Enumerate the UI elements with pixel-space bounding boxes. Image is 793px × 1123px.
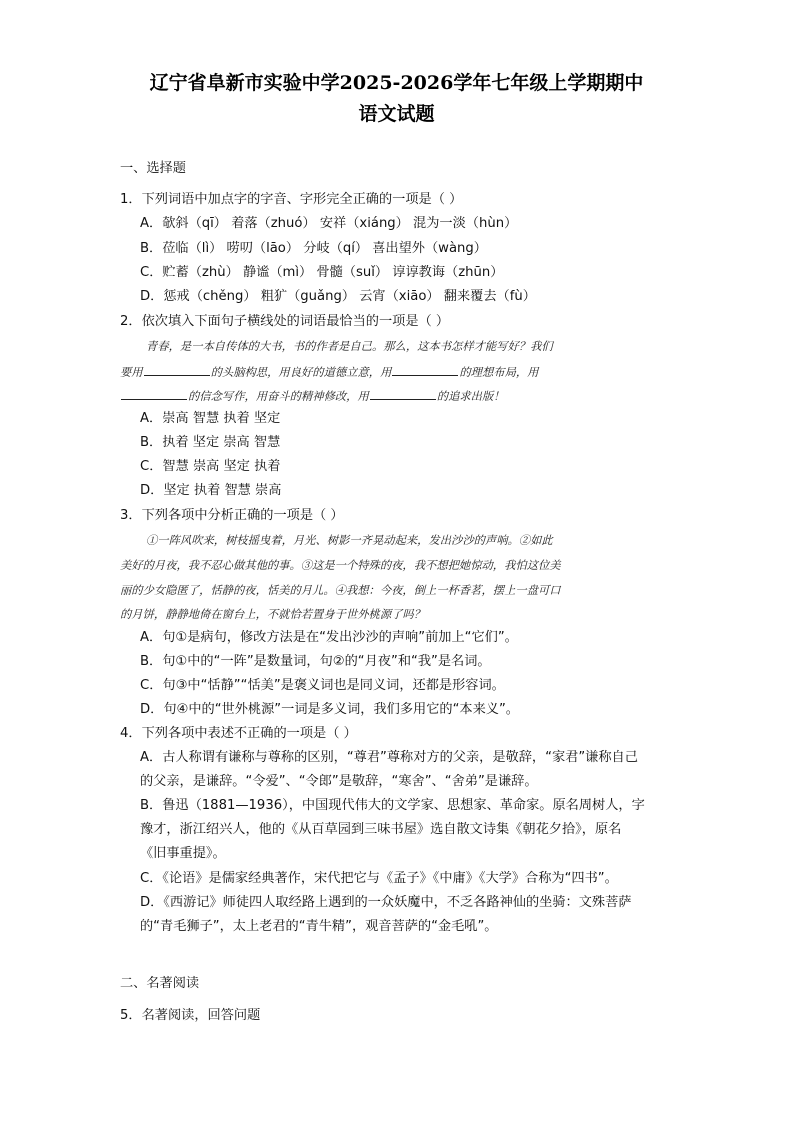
question-3-passage-line2: 美好的月夜，我不忍心做其他的事。③这是一个特殊的夜，我不想把她惊动，我怕这位美 [120, 559, 561, 572]
document-title-line2: 语文试题 [358, 103, 435, 125]
question-3-passage-line3: 丽的少女隐匿了，恬静的夜，恬美的月儿。④我想：今夜，倒上一杯香茗，摆上一盘可口 [120, 584, 561, 597]
question-2-option-c: C．智慧 崇高 坚定 执着 [140, 459, 281, 474]
question-1-option-a: A．欹斜（qī） 着落（zhuó） 安祥（xiáng） 混为一淡（hùn） [140, 216, 518, 231]
question-1-stem: 1．下列词语中加点字的字音、字形完全正确的一项是（ ） [120, 192, 463, 207]
question-2-stem: 2．依次填入下面句子横线处的词语最恰当的一项是（ ） [120, 314, 450, 329]
fill-blank-3 [121, 387, 187, 400]
fill-blank-1 [144, 363, 210, 376]
passage-text: 的信念写作，用奋斗的精神修改，用 [188, 390, 369, 403]
question-1-option-d: D．惩戒（chěng） 粗犷（guǎng） 云宵（xiāo） 翻来覆去（fù） [140, 289, 536, 304]
question-3-option-b: B．句①中的“一阵”是数量词，句②的“月夜”和“我”是名词。 [140, 654, 491, 669]
question-4-option-b-line1: B．鲁迅（1881—1936），中国现代伟大的文学家、思想家、革命家。原名周树人，字 [140, 798, 645, 813]
fill-blank-4 [370, 387, 436, 400]
question-4-option-d-line2: 的“青毛狮子”，太上老君的“青牛精”，观音菩萨的“金毛吼”。 [140, 919, 498, 934]
question-4-option-c: C．《论语》是儒家经典著作，宋代把它与《孟子》《中庸》《大学》合称为“四书”。 [140, 871, 618, 886]
question-3-option-d: D．句④中的“世外桃源”一词是多义词，我们多用它的“本来义”。 [140, 702, 519, 717]
question-2-option-d: D．坚定 执着 智慧 崇高 [140, 483, 282, 498]
passage-text: 的追求出版！ [436, 390, 505, 403]
question-4-option-a-line2: 的父亲，是谦辞。“令爱”、“令郎”是敬辞，“寒舍”、“舍弟”是谦辞。 [140, 774, 538, 789]
passage-text: 的理想布局，用 [459, 366, 539, 379]
section-heading-reading: 二、名著阅读 [120, 976, 200, 991]
passage-text: 要用 [120, 366, 143, 379]
question-2-option-b: B．执着 坚定 崇高 智慧 [140, 435, 281, 450]
question-3-stem: 3．下列各项中分析正确的一项是（ ） [120, 508, 344, 523]
question-4-option-b-line2: 豫才，浙江绍兴人，他的《从百草园到三味书屋》选自散文诗集《朝花夕拾》，原名 [140, 822, 622, 837]
passage-text: 的头脑构思，用良好的道德立意，用 [210, 366, 392, 379]
question-2-option-a: A．崇高 智慧 执着 坚定 [140, 411, 281, 426]
question-4-option-d-line1: D．《西游记》师徒四人取经路上遇到的一众妖魔中，不乏各路神仙的坐骑：文殊菩萨 [140, 895, 632, 910]
question-1-option-c: C．贮蓄（zhù） 静谧（mì） 骨髓（suǐ） 谆谆教诲（zhūn） [140, 265, 504, 280]
question-2-passage-line1: 青春，是一本自传体的大书，书的作者是自己。那么，这本书怎样才能写好？我们 [146, 340, 553, 353]
question-4-stem: 4．下列各项中表述不正确的一项是（ ） [120, 726, 357, 741]
section-heading-choice: 一、选择题 [120, 161, 186, 176]
question-4-option-a-line1: A．古人称谓有谦称与尊称的区别，“尊君”尊称对方的父亲，是敬辞，“家君”谦称自己 [140, 750, 638, 765]
question-3-passage-line4: 的月饼，静静地倚在窗台上，不就恰若置身于世外桃源了吗？ [120, 608, 426, 621]
question-3-passage-line1: ①一阵风吹来，树枝摇曳着，月光、树影一齐晃动起来，发出沙沙的声响。②如此 [146, 534, 553, 547]
question-5-stem: 5．名著阅读，回答问题 [120, 1008, 261, 1023]
document-title-line1: 辽宁省阜新市实验中学2025-2026学年七年级上学期期中 [149, 72, 644, 94]
question-3-option-c: C．句③中“恬静”“恬美”是褒义词也是同义词，还都是形容词。 [140, 678, 505, 693]
question-2-passage-line2 [120, 363, 538, 382]
question-2-passage-line3 [120, 387, 505, 406]
question-1-option-b: B．莅临（lì） 唠叨（lāo） 分岐（qí） 喜出望外（wàng） [140, 241, 487, 256]
question-4-option-b-line3: 《旧事重提》。 [140, 846, 226, 861]
fill-blank-2 [392, 363, 458, 376]
question-3-option-a: A．句①是病句，修改方法是在“发出沙沙的声响”前加上“它们”。 [140, 630, 518, 645]
